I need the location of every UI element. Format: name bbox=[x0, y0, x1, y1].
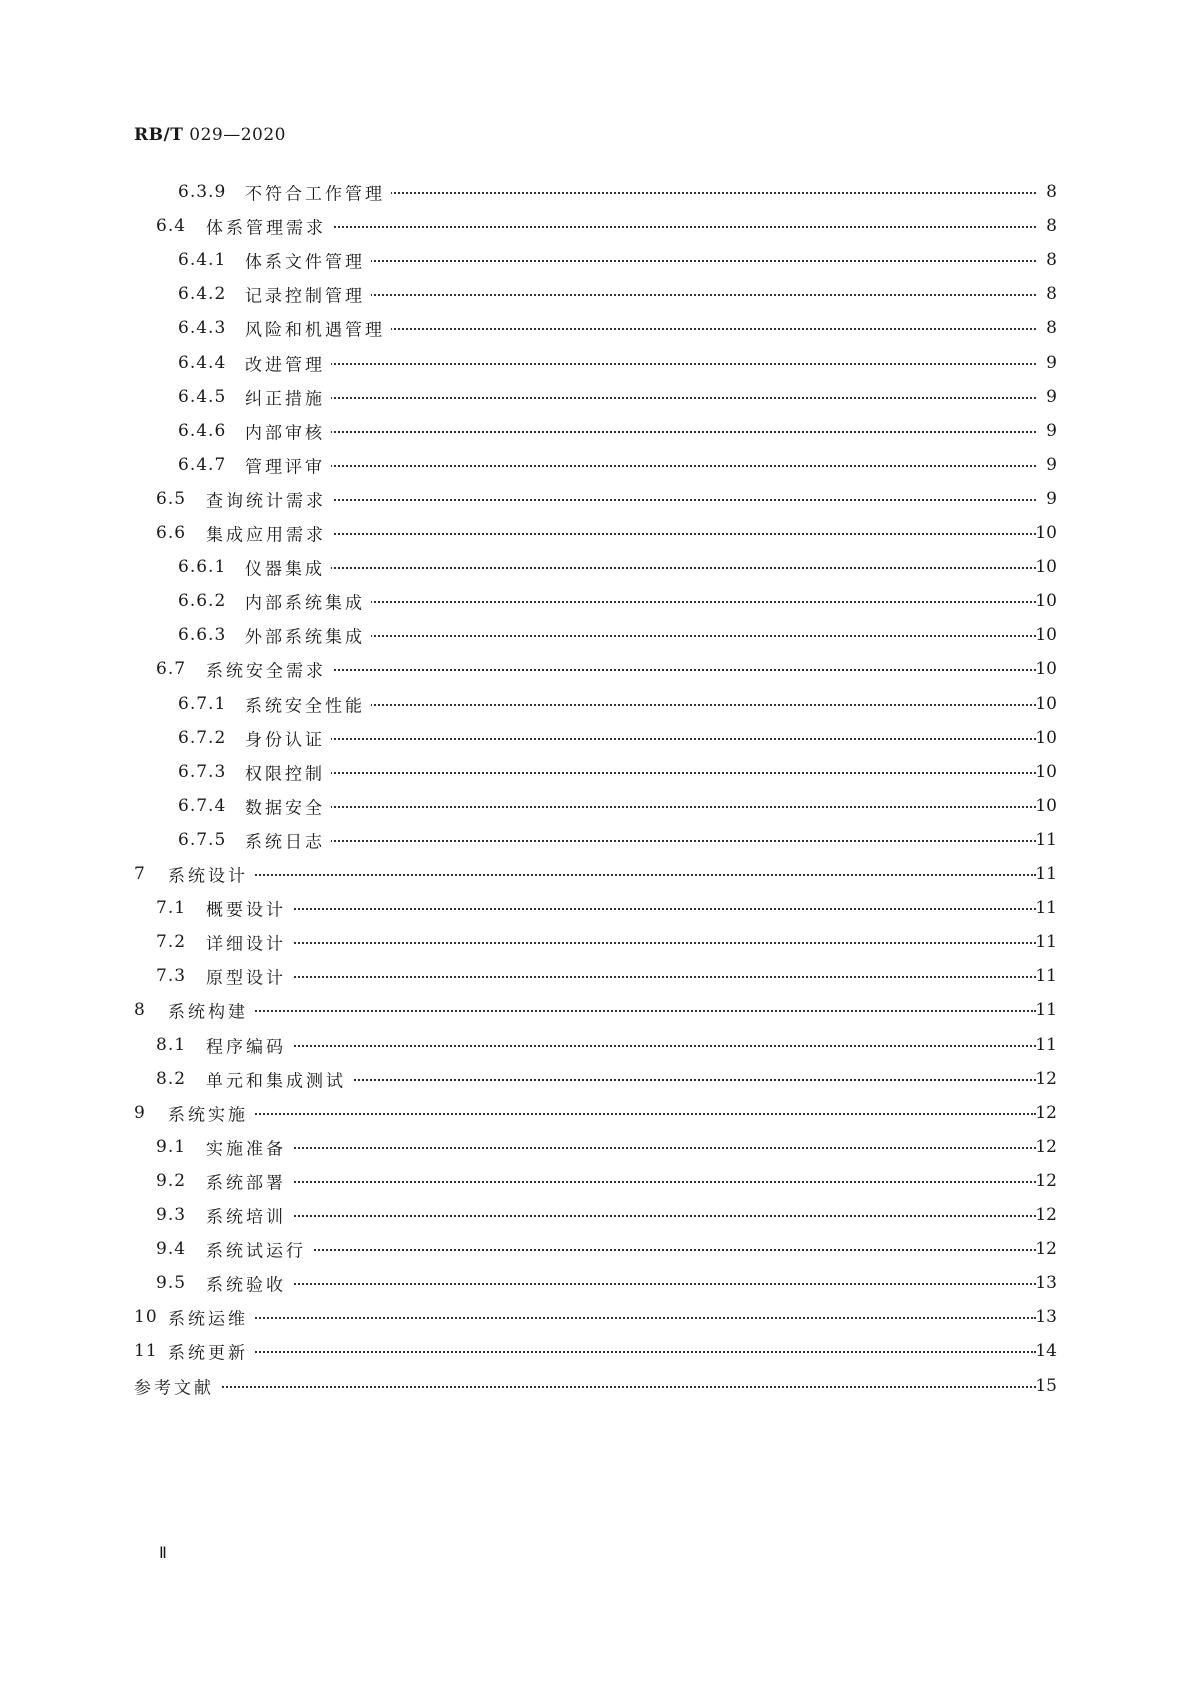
toc-leader-dots bbox=[206, 1215, 1036, 1217]
toc-entry[interactable] bbox=[0, 348, 1191, 378]
toc-entry-title: 系统培训 bbox=[206, 1203, 292, 1228]
toc-entry[interactable] bbox=[0, 279, 1191, 309]
toc-leader-dots bbox=[245, 363, 1036, 365]
toc-entry-title: 体系文件管理 bbox=[245, 248, 371, 273]
toc-entry[interactable] bbox=[0, 382, 1191, 412]
toc-entry-page: 15 bbox=[1035, 1375, 1057, 1396]
toc-entry-title: 系统实施 bbox=[168, 1100, 254, 1125]
toc-entry-page: 10 bbox=[1035, 625, 1057, 646]
toc-entry-number: 6.4.3 bbox=[178, 318, 227, 339]
toc-entry-title: 概要设计 bbox=[206, 896, 292, 921]
document-code-number: 029—2020 bbox=[189, 125, 286, 145]
toc-entry-page: 9 bbox=[1046, 420, 1057, 441]
toc-entry-number: 6.7.1 bbox=[178, 693, 227, 714]
toc-entry[interactable] bbox=[0, 859, 1191, 889]
toc-entry-number: 6.7 bbox=[156, 659, 187, 680]
toc-entry-number: 9.2 bbox=[156, 1170, 187, 1191]
toc-entry-title: 管理评审 bbox=[245, 452, 331, 477]
toc-entry-number: 9 bbox=[134, 1102, 146, 1123]
toc-leader-dots bbox=[168, 1351, 1036, 1353]
toc-entry-title: 系统安全需求 bbox=[206, 657, 332, 682]
toc-entry-number: 6.6.1 bbox=[178, 557, 227, 578]
toc-entry-page: 12 bbox=[1035, 1170, 1057, 1191]
toc-entry[interactable] bbox=[0, 791, 1191, 821]
toc-entry-title: 记录控制管理 bbox=[245, 282, 371, 307]
toc-entry[interactable] bbox=[0, 1371, 1191, 1401]
toc-entry-page: 10 bbox=[1035, 591, 1057, 612]
toc-entry-page: 9 bbox=[1046, 454, 1057, 475]
toc-entry-page: 8 bbox=[1046, 318, 1057, 339]
toc-entry[interactable] bbox=[0, 1132, 1191, 1162]
toc-entry[interactable] bbox=[0, 245, 1191, 275]
toc-entry[interactable] bbox=[0, 723, 1191, 753]
toc-entry-page: 10 bbox=[1035, 523, 1057, 543]
toc-leader-dots bbox=[245, 465, 1036, 467]
toc-entry-number: 6.6.2 bbox=[178, 591, 227, 612]
toc-leader-dots bbox=[206, 1147, 1036, 1149]
toc-entry[interactable] bbox=[0, 757, 1191, 787]
toc-leader-dots bbox=[134, 1386, 1036, 1388]
toc-entry-title: 详细设计 bbox=[206, 930, 292, 955]
toc-entry-page: 11 bbox=[1035, 1034, 1057, 1055]
toc-entry-number: 6.4.4 bbox=[178, 352, 227, 373]
toc-entry[interactable] bbox=[0, 689, 1191, 719]
toc-entry-page: 11 bbox=[1035, 898, 1057, 919]
toc-entry-title: 风险和机遇管理 bbox=[245, 316, 391, 341]
toc-entry-page: 12 bbox=[1035, 1102, 1057, 1123]
toc-leader-dots bbox=[245, 806, 1036, 808]
toc-entry[interactable] bbox=[0, 1064, 1191, 1094]
toc-entry[interactable] bbox=[0, 1268, 1191, 1298]
toc-entry-title: 系统设计 bbox=[168, 862, 254, 887]
toc-entry-page: 12 bbox=[1035, 1136, 1057, 1157]
toc-leader-dots bbox=[245, 772, 1036, 774]
toc-entry-title: 外部系统集成 bbox=[245, 623, 371, 648]
toc-entry-number: 6.7.2 bbox=[178, 727, 227, 748]
toc-entry[interactable] bbox=[0, 825, 1191, 855]
toc-entry-title: 纠正措施 bbox=[245, 384, 331, 409]
toc-entry[interactable] bbox=[0, 654, 1191, 684]
toc-entry-page: 11 bbox=[1035, 1000, 1057, 1021]
toc-entry-page: 11 bbox=[1035, 932, 1057, 953]
toc-entry-page: 11 bbox=[1035, 829, 1057, 850]
toc-leader-dots bbox=[168, 874, 1036, 876]
toc-entry-number: 9.1 bbox=[156, 1136, 187, 1157]
toc-entry-number: 6.3.9 bbox=[178, 182, 227, 202]
toc-entry[interactable] bbox=[0, 586, 1191, 616]
toc-entry[interactable] bbox=[0, 416, 1191, 446]
toc-entry[interactable] bbox=[0, 313, 1191, 343]
toc-leader-dots bbox=[168, 1010, 1036, 1012]
document-code-prefix: RB/T bbox=[134, 125, 184, 145]
toc-entry-title: 查询统计需求 bbox=[206, 486, 332, 511]
toc-entry-number: 6.4.2 bbox=[178, 284, 227, 305]
toc-entry-number: 6.4.1 bbox=[178, 250, 227, 271]
toc-entry-page: 14 bbox=[1035, 1341, 1057, 1362]
toc-entry[interactable] bbox=[0, 1234, 1191, 1264]
toc-entry-number: 6.7.3 bbox=[178, 761, 227, 782]
toc-entry-title: 原型设计 bbox=[206, 964, 292, 989]
toc-entry-title: 内部审核 bbox=[245, 418, 331, 443]
toc-entry-title: 参考文献 bbox=[134, 1373, 220, 1398]
toc-entry-title: 系统安全性能 bbox=[245, 691, 371, 716]
toc-entry-number: 6.4.5 bbox=[178, 386, 227, 407]
toc-entry[interactable] bbox=[0, 450, 1191, 480]
document-code bbox=[134, 125, 286, 145]
toc-entry-number: 8.1 bbox=[156, 1034, 187, 1055]
toc-entry-page: 9 bbox=[1046, 352, 1057, 373]
toc-entry-number: 7.3 bbox=[156, 966, 187, 987]
toc-entry-page: 8 bbox=[1046, 250, 1057, 271]
toc-entry-page: 10 bbox=[1035, 795, 1057, 816]
toc-entry-number: 7 bbox=[134, 864, 146, 884]
toc-entry-number: 9.3 bbox=[156, 1205, 187, 1225]
toc-leader-dots bbox=[206, 1283, 1036, 1285]
toc-entry-title: 系统验收 bbox=[206, 1271, 292, 1296]
toc-leader-dots bbox=[206, 1181, 1036, 1183]
toc-leader-dots bbox=[245, 567, 1036, 569]
toc-entry-title: 实施准备 bbox=[206, 1134, 292, 1159]
toc-entry[interactable] bbox=[0, 484, 1191, 514]
toc-entry[interactable] bbox=[0, 211, 1191, 241]
toc-leader-dots bbox=[206, 1045, 1036, 1047]
toc-entry-number: 10 bbox=[134, 1307, 158, 1328]
toc-entry-title: 系统构建 bbox=[168, 998, 254, 1023]
toc-entry-number: 6.4.6 bbox=[178, 420, 227, 441]
toc-entry[interactable] bbox=[0, 620, 1191, 650]
toc-entry-title: 权限控制 bbox=[245, 759, 331, 784]
toc-entry-number: 9.5 bbox=[156, 1273, 187, 1294]
toc-entry-title: 系统日志 bbox=[245, 827, 331, 852]
toc-entry-number: 6.7.5 bbox=[178, 829, 227, 850]
toc-entry[interactable] bbox=[0, 1302, 1191, 1332]
toc-entry[interactable] bbox=[0, 1336, 1191, 1366]
toc-entry-number: 9.4 bbox=[156, 1239, 187, 1260]
toc-entry-title: 系统运维 bbox=[168, 1305, 254, 1330]
toc-leader-dots bbox=[168, 1113, 1036, 1115]
toc-leader-dots bbox=[245, 840, 1036, 842]
toc-entry-page: 8 bbox=[1046, 182, 1057, 202]
toc-entry-title: 集成应用需求 bbox=[206, 521, 332, 546]
toc-entry-title: 仪器集成 bbox=[245, 555, 331, 580]
toc-entry-page: 12 bbox=[1035, 1205, 1057, 1225]
toc-entry-number: 6.6 bbox=[156, 523, 187, 543]
toc-entry-page: 12 bbox=[1035, 1068, 1057, 1089]
toc-leader-dots bbox=[245, 431, 1036, 433]
toc-entry[interactable] bbox=[0, 1200, 1191, 1230]
toc-entry-number: 11 bbox=[134, 1341, 158, 1362]
toc-entry-page: 9 bbox=[1046, 488, 1057, 509]
toc-entry[interactable] bbox=[0, 995, 1191, 1025]
toc-entry[interactable] bbox=[0, 177, 1191, 207]
toc-entry-page: 10 bbox=[1035, 659, 1057, 680]
toc-entry-title: 内部系统集成 bbox=[245, 589, 371, 614]
toc-entry-page: 12 bbox=[1035, 1239, 1057, 1260]
toc-entry[interactable] bbox=[0, 1166, 1191, 1196]
toc-entry[interactable] bbox=[0, 518, 1191, 548]
toc-entry-page: 9 bbox=[1046, 386, 1057, 407]
toc-entry-title: 不符合工作管理 bbox=[245, 180, 391, 205]
toc-entry-title: 身份认证 bbox=[245, 725, 331, 750]
toc-entry-title: 体系管理需求 bbox=[206, 214, 332, 239]
page-number: Ⅱ bbox=[159, 1543, 167, 1562]
toc-entry[interactable] bbox=[0, 552, 1191, 582]
toc-entry-number: 6.4 bbox=[156, 216, 187, 237]
toc-leader-dots bbox=[206, 908, 1036, 910]
toc-entry-page: 13 bbox=[1035, 1307, 1057, 1328]
toc-entry-number: 8.2 bbox=[156, 1068, 187, 1089]
toc-leader-dots bbox=[168, 1317, 1036, 1319]
toc-entry-number: 6.6.3 bbox=[178, 625, 227, 646]
toc-entry-title: 数据安全 bbox=[245, 793, 331, 818]
toc-entry-number: 6.7.4 bbox=[178, 795, 227, 816]
toc-entry-page: 10 bbox=[1035, 761, 1057, 782]
toc-entry-title: 系统试运行 bbox=[206, 1237, 312, 1262]
toc-entry-title: 单元和集成测试 bbox=[206, 1066, 352, 1091]
toc-entry-number: 6.5 bbox=[156, 488, 187, 509]
toc-entry-page: 10 bbox=[1035, 693, 1057, 714]
toc-leader-dots bbox=[206, 1249, 1036, 1251]
toc-entry-page: 8 bbox=[1046, 216, 1057, 237]
toc-entry-number: 8 bbox=[134, 1000, 146, 1021]
toc-entry-title: 改进管理 bbox=[245, 350, 331, 375]
toc-entry-page: 10 bbox=[1035, 557, 1057, 578]
toc-entry[interactable] bbox=[0, 961, 1191, 991]
toc-entry-page: 8 bbox=[1046, 284, 1057, 305]
toc-entry[interactable] bbox=[0, 1030, 1191, 1060]
toc-entry[interactable] bbox=[0, 893, 1191, 923]
toc-entry[interactable] bbox=[0, 1098, 1191, 1128]
toc-leader-dots bbox=[245, 397, 1036, 399]
toc-leader-dots bbox=[245, 738, 1036, 740]
toc-entry-title: 系统更新 bbox=[168, 1339, 254, 1364]
toc-leader-dots bbox=[206, 942, 1036, 944]
toc-entry-page: 10 bbox=[1035, 727, 1057, 748]
toc-entry-number: 6.4.7 bbox=[178, 454, 227, 475]
toc-entry-title: 系统部署 bbox=[206, 1168, 292, 1193]
toc-entry-number: 7.1 bbox=[156, 898, 187, 919]
toc-entry-page: 13 bbox=[1035, 1273, 1057, 1294]
toc-entry-page: 11 bbox=[1035, 966, 1057, 987]
toc-entry[interactable] bbox=[0, 927, 1191, 957]
toc-entry-page: 11 bbox=[1035, 864, 1057, 884]
toc-leader-dots bbox=[206, 976, 1036, 978]
toc-entry-number: 7.2 bbox=[156, 932, 187, 953]
toc-entry-title: 程序编码 bbox=[206, 1032, 292, 1057]
